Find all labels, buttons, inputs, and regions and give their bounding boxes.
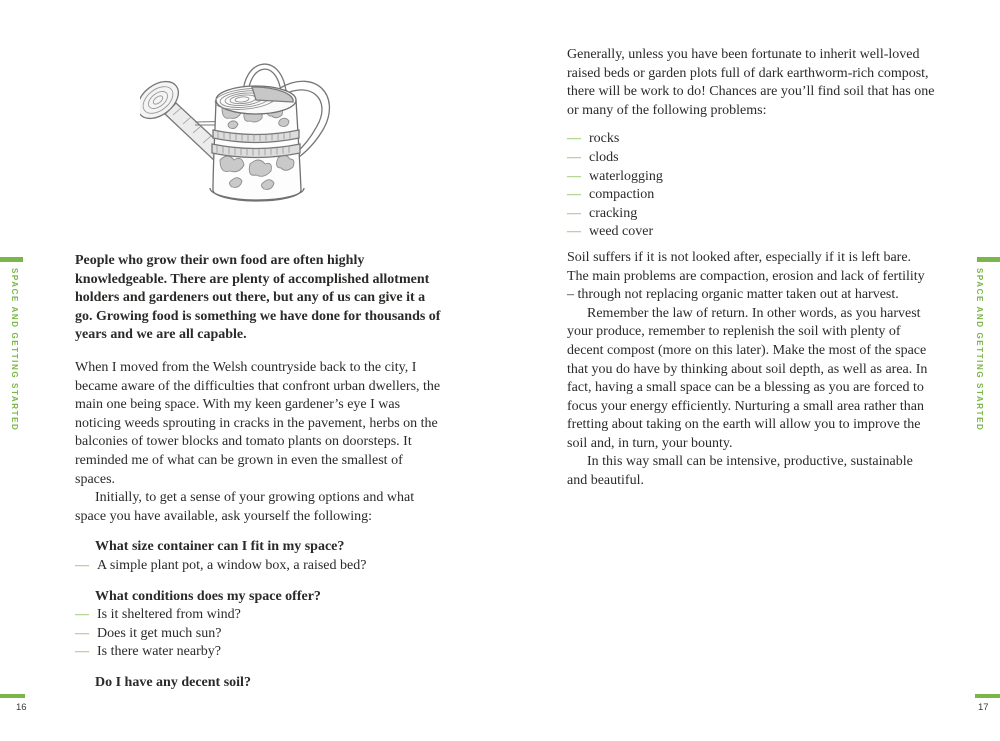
- list-dash: —: [75, 625, 89, 641]
- chapter-label-right: SPACE AND GETTING STARTED: [975, 268, 984, 432]
- list-dash: —: [567, 224, 581, 240]
- accent-bar-top-right: [977, 257, 1000, 262]
- list-item-text: Does it get much sun?: [97, 625, 222, 641]
- list-item: [75, 643, 443, 662]
- page-number-left: 16: [16, 702, 27, 713]
- question-container-size: What size container can I fit in my space?: [95, 539, 345, 555]
- qa-group-container-size: [75, 538, 443, 575]
- list-item: [75, 606, 443, 625]
- right-page-text-column: [567, 46, 935, 491]
- watering-can-icon: [140, 42, 340, 207]
- paragraph: Remember the law of return. In other words, as you harvest your produce, remember to replenish the soil with plenty of decent compost (more on this later). Make the most of the space that you do have by thinking about soil depth, as well as area. In fact, having a small space can be a blessing as you are forced to focus your energy efficiently. Nurturing a small area rather than fretting about taking on the earth will allow you to improve the soil and, in turn, your bounty.: [567, 305, 928, 451]
- page-number-right: 17: [978, 702, 989, 713]
- list-item: [567, 223, 935, 242]
- chapter-label-left: SPACE AND GETTING STARTED: [10, 268, 19, 432]
- soil-problem-list: [567, 130, 935, 242]
- list-dash: —: [567, 149, 581, 165]
- list-item-text: clods: [589, 149, 619, 165]
- accent-bar-bottom-right: [975, 694, 1000, 698]
- paragraph: Initially, to get a sense of your growing options and what space you have available, ask yourself the following:: [75, 490, 415, 524]
- list-item-text: Is it sheltered from wind?: [97, 607, 241, 623]
- list-item-text: weed cover: [589, 224, 654, 240]
- list-dash: —: [75, 644, 89, 660]
- list-item-text: Is there water nearby?: [97, 644, 221, 660]
- paragraph: Generally, unless you have been fortunate to inherit well-loved raised beds or garden plots full of dark earthworm-rich compost, there will be work to do! Chances are you’ll find soil that has one or many of the following problems:: [567, 47, 935, 118]
- paragraph: When I moved from the Welsh countryside back to the city, I became aware of the difficulties that confront urban dwellers, the main one being space. With my keen gardener’s eye I was noticing weeds sprouting in cracks in the pavement, herbs on the balconies of tower blocks and tomato plants on doorsteps. It reminded me of what can be grown in even the smallest of spaces.: [75, 359, 441, 487]
- paragraph: Soil suffers if it is not looked after, especially if it is left bare. The main problems are compaction, erosion and lack of fertility – through not replacing organic matter taken out at harvest.: [567, 249, 925, 303]
- left-page-text-column: [75, 252, 443, 692]
- list-item: [567, 149, 935, 168]
- list-item: [567, 168, 935, 187]
- paragraph: In this way small can be intensive, productive, sustainable and beautiful.: [567, 454, 913, 489]
- list-item: [567, 205, 935, 224]
- list-item-text: rocks: [589, 131, 620, 147]
- list-item-text: cracking: [589, 205, 638, 221]
- list-dash: —: [567, 168, 581, 184]
- list-item-text: waterlogging: [589, 168, 663, 184]
- qa-group-conditions: [75, 588, 443, 662]
- watering-can-illustration: [140, 42, 340, 207]
- question-conditions: What conditions does my space offer?: [95, 588, 321, 604]
- list-dash: —: [567, 131, 581, 147]
- list-item: [75, 557, 443, 576]
- list-item-text: compaction: [589, 187, 655, 203]
- intro-paragraph-bold: People who grow their own food are often highly knowledgeable. There are plenty of accomplished allotment holders and gardeners out there, but any of us can give it a go. Growing food is something we have done for thousands of years and we are all capable.: [75, 253, 441, 343]
- list-dash: —: [75, 557, 89, 573]
- list-dash: —: [567, 187, 581, 203]
- accent-bar-top-left: [0, 257, 23, 262]
- qa-group-soil: [75, 674, 443, 693]
- question-soil: Do I have any decent soil?: [95, 674, 251, 690]
- list-item: [75, 625, 443, 644]
- list-item: [567, 130, 935, 149]
- list-item: [567, 186, 935, 205]
- list-dash: —: [567, 205, 581, 221]
- list-item-text: A simple plant pot, a window box, a raised bed?: [97, 557, 367, 573]
- list-dash: —: [75, 607, 89, 623]
- accent-bar-bottom-left: [0, 694, 25, 698]
